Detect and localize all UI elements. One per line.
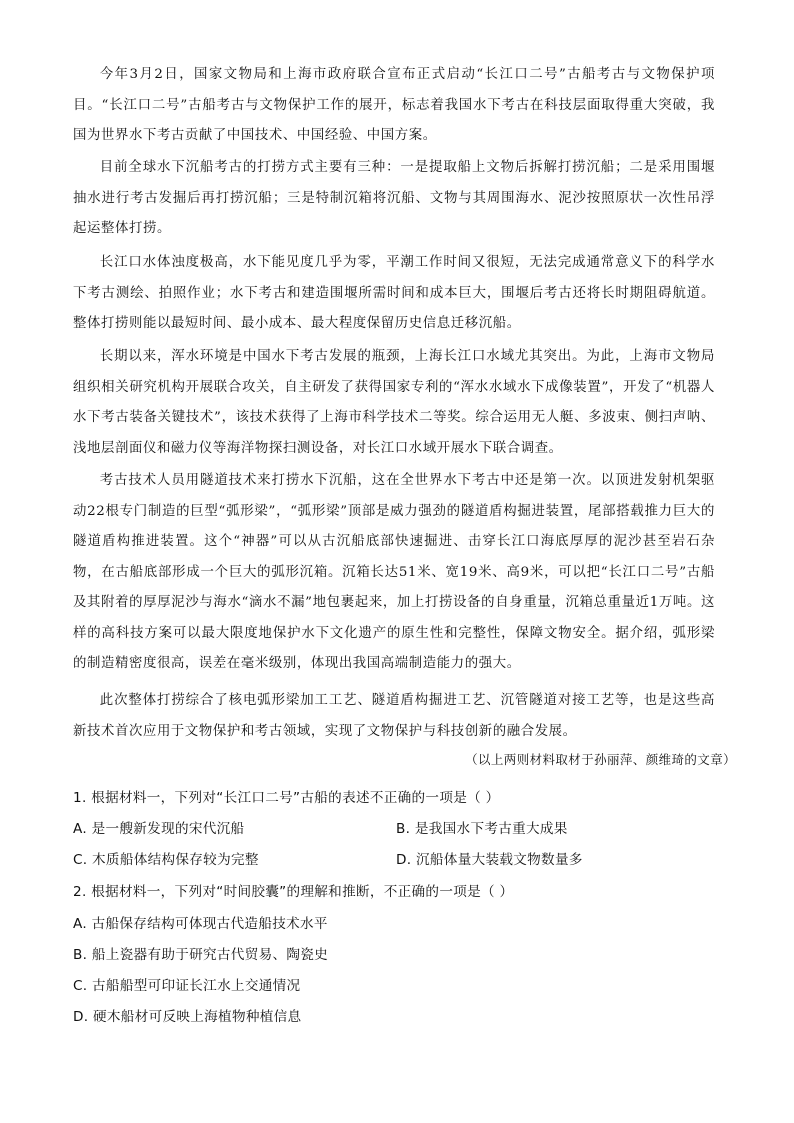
option-d: D. 沉船体量大装载文物数量多 xyxy=(396,852,583,868)
option-b: B. 是我国水下考古重大成果 xyxy=(396,821,568,837)
article-paragraph: 长江口水体浊度极高，水下能见度几乎为零，平潮工作时间又很短，无法完成通常意义下的科学水下考古测绘、拍照作业；水下考古和建造围堰所需时间和成本巨大，围堰后考古还将长时期阻碍航道。整体打捞则能以最短时间、最小成本、最大程度保留历史信息迁移沉船。 xyxy=(73,255,715,331)
article-paragraph: 目前全球水下沉船考古的打捞方式主要有三种：一是提取船上文物后拆解打捞沉船；二是采用围堰抽水进行考古发掘后再打捞沉船；三是特制沉箱将沉船、文物与其周围海水、泥沙按照原状一次性吊浮起运整体打捞。 xyxy=(73,160,715,236)
question-stem: 2. 根据材料一，下列对“时间胶囊”的理解和推断，不正确的一项是（ ） xyxy=(73,884,514,900)
source-citation: （以上两则材料取材于孙丽萍、颜维琦的文章） xyxy=(465,752,736,767)
article-paragraph: 长期以来，浑水环境是中国水下考古发展的瓶颈，上海长江口水域尤其突出。为此，上海市文物局组织相关研究机构开展联合攻关，自主研发了获得国家专利的“浑水水域水下成像装置”，开发了“机器人水下考古装备关键技术”，该技术获得了上海市科学技术二等奖。综合运用无人艇、多波束、侧扫声呐、浅地层剖面仪和磁力仪等海洋物探扫测设备，对长江口水域开展水下联合调查。 xyxy=(73,349,715,456)
option-a: A. 古船保存结构可体现古代造船技术水平 xyxy=(73,916,328,932)
article-paragraph: 今年3月2日，国家文物局和上海市政府联合宣布正式启动“长江口二号”古船考古与文物保护项目。“长江口二号”古船考古与文物保护工作的展开，标志着我国水下考古在科技层面取得重大突破，我国为世界水下考古贡献了中国技术、中国经验、中国方案。 xyxy=(73,67,715,143)
option-b: B. 船上瓷器有助于研究古代贸易、陶瓷史 xyxy=(73,947,329,963)
article-paragraph: 考古技术人员用隧道技术来打捞水下沉船，这在全世界水下考古中还是第一次。以顶进发射机架驱动22根专门制造的巨型“弧形梁”，“弧形梁”顶部是威力强劲的隧道盾构掘进装置，尾部搭载推力巨大的隧道盾构推进装置。这个“神器”可以从古沉船底部快速掘进、击穿长江口海底厚厚的泥沙甚至岩石杂物，在古船底部形成一个巨大的弧形沉箱。沉箱长达51米、宽19米、高9米，可以把“长江口二号”古船及其附着的厚厚泥沙与海水“滴水不漏”地包裹起来，加上打捞设备的自身重量，沉箱总重量近1万吨。这样的高科技方案可以最大限度地保护水下文化遗产的原生性和完整性，保障文物安全。据介绍，弧形梁的制造精密度很高，误差在毫米级别，体现出我国高端制造能力的强大。 xyxy=(73,473,715,671)
option-c: C. 古船船型可印证长江水上交通情况 xyxy=(73,978,301,994)
option-d: D. 硬木船材可反映上海植物种植信息 xyxy=(73,1009,302,1025)
option-c: C. 木质船体结构保存较为完整 xyxy=(73,852,259,868)
question-stem: 1. 根据材料一，下列对“长江口二号”古船的表述不正确的一项是（ ） xyxy=(73,790,500,806)
article-paragraph: 此次整体打捞综合了核电弧形梁加工工艺、隧道盾构掘进工艺、沉管隧道对接工艺等，也是这些高新技术首次应用于文物保护和考古领域，实现了文物保护与科技创新的融合发展。 xyxy=(73,693,715,739)
option-a: A. 是一艘新发现的宋代沉船 xyxy=(73,821,245,837)
